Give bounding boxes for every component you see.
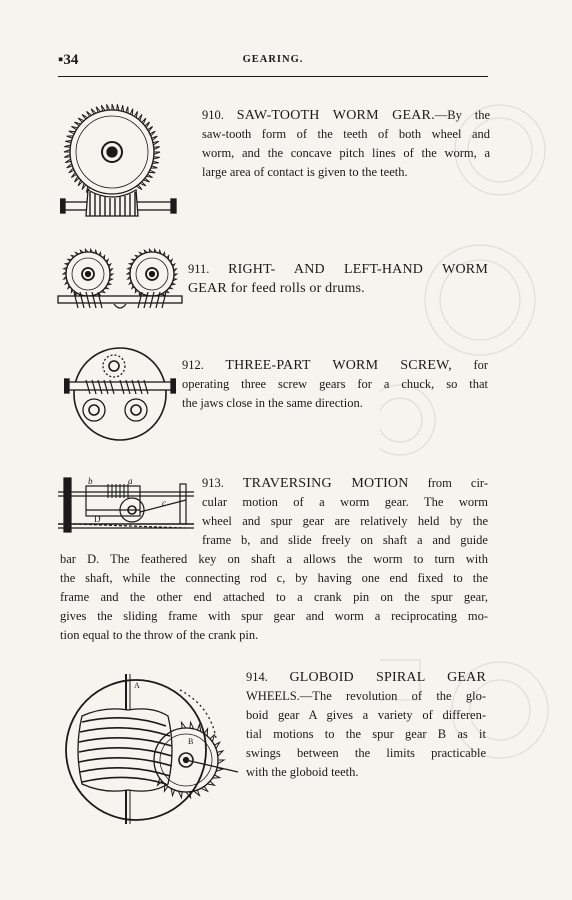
text-line: wheel and spur gear are relatively held by the [202, 514, 488, 528]
text-line: WHEELS.—The revolution of the glo- [246, 689, 486, 703]
text-line: tion equal to the throw of the crank pin. [60, 628, 259, 642]
text-line: swings between the limits practicable [246, 746, 486, 760]
text-line: from cir- [427, 476, 489, 490]
running-head [58, 52, 488, 74]
figure-label-B: B [188, 737, 194, 746]
section-number: 914. [246, 670, 268, 684]
text-line: boid gear A gives a variety of differen- [246, 708, 486, 722]
text-line: GEAR for feed rolls or drums. [188, 281, 365, 296]
text-line: the jaws close in the same direction. [182, 396, 363, 410]
figure-911-right-left-hand-worm-gear [56, 248, 184, 316]
text-line: saw-tooth form of the teeth of both wheel and [202, 127, 490, 141]
text-line: worm, and the concave pitch lines of the worm, a [202, 146, 490, 160]
text-line: frame b, and slide freely on shaft a and guide [202, 533, 488, 547]
text-line: cular motion of a worm gear. The worm [202, 495, 488, 509]
figure-912-three-part-worm-screw [64, 344, 176, 444]
text-line: the shaft, while the connecting rod c, by having one end fixed to the [60, 571, 488, 585]
section-910 [202, 106, 490, 182]
figure-913-traversing-motion [58, 472, 194, 542]
section-912 [182, 356, 488, 413]
figure-910-saw-tooth-worm-gear [60, 92, 178, 222]
section-number: 912. [182, 358, 204, 372]
figure-label-c: c [162, 498, 166, 508]
section-heading: RIGHT- AND LEFT-HAND WORM [228, 262, 488, 277]
section-913-continued [60, 550, 488, 645]
running-head-title: GEARING. [242, 54, 304, 65]
text-line: frame and the other end attached to a crank pin on the spur gear, [60, 590, 488, 604]
text-line: —By the [434, 108, 491, 122]
header-rule [58, 76, 488, 77]
figure-label-b: b [88, 476, 93, 486]
section-heading: GLOBOID SPIRAL GEAR [289, 670, 487, 685]
figure-label-A: A [134, 681, 140, 690]
section-heading: THREE-PART WORM SCREW, [225, 358, 452, 373]
text-line: bar D. The feathered key on shaft a allows the worm to turn with [60, 552, 488, 566]
text-line: tial motions to the spur gear B as it [246, 727, 486, 741]
text-line: for [473, 358, 489, 372]
section-913 [202, 474, 488, 550]
figure-label-D: D [94, 514, 101, 524]
section-heading: SAW-TOOTH WORM GEAR. [236, 108, 435, 123]
section-heading: TRAVERSING MOTION [242, 476, 409, 491]
text-line: gives the sliding frame with spur gear and worm a reciprocating mo- [60, 609, 488, 623]
figure-label-a: a [128, 476, 133, 486]
section-911 [188, 260, 488, 298]
text-line: operating three screw gears for a chuck, so that [182, 377, 488, 391]
figure-914-globoid-spiral-gear [60, 666, 240, 826]
text-line: large area of contact is given to the teeth. [202, 165, 408, 179]
section-number: 910. [202, 108, 224, 122]
text-line: with the globoid teeth. [246, 765, 359, 779]
page-number: ▪34 [58, 52, 79, 68]
section-number: 913. [202, 476, 224, 490]
section-number: 911. [188, 262, 210, 276]
section-914 [246, 668, 486, 782]
